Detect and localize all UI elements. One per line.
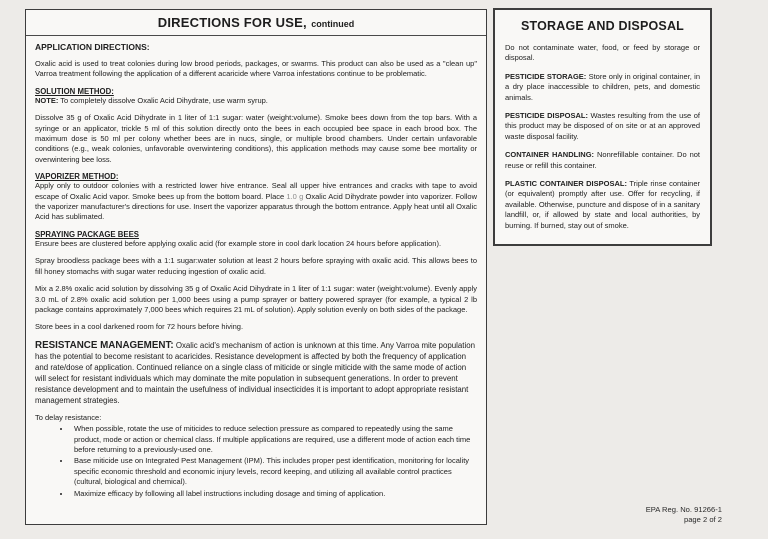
storage-para-1: Do not contaminate water, food, or feed by storage or disposal. [505,43,700,63]
application-directions-text: Oxalic acid is used to treat colonies during low brood periods, packages, or swarms. This product can also be used as a "clean up" Varroa treatment following the application of a different acaricide where Varroa infestations continue to be problematic. [35,59,477,79]
storage-para-3 [505,111,700,142]
container-handling-body: Nonrefillable container. Do not reuse or refill this container. [505,150,701,170]
plastic-container-disposal-lead: PLASTIC CONTAINER DISPOSAL: [505,179,627,189]
note-label: NOTE: [35,95,59,105]
delay-resistance-bullet-2: • Base miticide use on Integrated Pest Management (IPM). This includes proper pest identification, monitoring for locality specific economic threshold and economic injury levels, record keeping, and utilizing all available control practices (cultural, biological and chemical). [71,456,477,487]
pesticide-disposal-body: Wastes resulting from the use of this product may be disposed of on site or at an approved waste disposal facility. [505,111,700,141]
storage-para-5 [505,179,700,231]
resistance-management-body: Oxalic acid's mechanism of action is unknown at this time. Any Varroa mite population has the potential to become resistant to acaricides. Resistance development is affected by both the frequency of application and rate/dose of application. Continued reliance on a single class of miticide or single miticide with the same mode of action will select for resistant individuals which may dominate the mite population in subsequent generations. In order to prevent resistance development and to maintain the usefulness of individual insecticides it is important to adopt appropriate resistant management strategies. [35,340,475,405]
spraying-para-4: Store bees in a cool darkened room for 72 hours before hiving. [35,322,244,332]
directions-for-use-panel [25,9,487,525]
pesticide-disposal-lead: PESTICIDE DISPOSAL: [505,111,588,121]
application-directions-heading: APPLICATION DIRECTIONS: [35,42,150,52]
page-footer [646,505,722,524]
solution-method-text: Dissolve 35 g of Oxalic Acid Dihydrate in 1 liter of 1:1 sugar: water (weight:volume). Smoke bees down from the top bars. With a syringe or an applicator, trickle 5 ml of this solution directly onto the bees in each occupied bee space in each brood box. The maximum dose is 50 ml per colony whether bees are in nucs, single, or multiple brood chambers. Under certain unfavorable conditions (e.g., weak colonies, unfavorable overwintering conditions), this application methods may cause some bee mortality or overwintering bee loss. [35,113,477,164]
storage-disposal-title: STORAGE AND DISPOSAL [520,19,685,33]
spraying-para-2: Spray broodless package bees with a 1:1 sugar:water solution at least 2 hours before spraying with oxalic acid. This allows bees to fill honey stomachs with sugar water reducing ingestion of oxalic acid. [35,256,477,276]
panel-title: DIRECTIONS FOR USE, [157,15,307,30]
page-number: page 2 of 2 [683,514,722,524]
spraying-para-3: Mix a 2.8% oxalic acid solution by dissolving 35 g of Oxalic Acid Dihydrate in 1 liter of 1:1 sugar: water (weight:volume). Evenly apply 3.0 mL of 2.8% oxalic acid solution per 1,000 bees using a pump sprayer or battery powered sprayer (for example, a typical 2 lb package contains approximately 7,000 bees which requires 21 mL of solution). Apply solution evenly on both sides of the package. [35,284,477,314]
storage-para-2 [505,72,700,103]
delay-resistance-bullet-3: • Maximize efficacy by following all label instructions including dosage and timing of application. [71,489,477,499]
solution-method-note [35,96,477,106]
epa-reg-number: EPA Reg. No. 91266-1 [645,505,722,514]
vaporizer-text-pre: Apply only to outdoor colonies with a restricted lower hive entrance. Seal all upper hive entrances and cracks with tape to avoid escape of Oxalic Acid vapor. Smoke bees up from the bottom board. Place [35,181,477,201]
vaporizer-method-heading: VAPORIZER METHOD: [35,172,119,182]
vaporizer-dose-value: 1.0 g [286,191,304,201]
delay-resistance-list [35,424,477,499]
vaporizer-method-text [35,181,477,223]
directions-content [26,36,486,499]
pesticide-storage-lead: PESTICIDE STORAGE: [505,71,587,81]
solution-method-heading: SOLUTION METHOD: [35,86,114,96]
panel-title-continued: continued [311,19,355,29]
pesticide-storage-body: Store only in original container, in a dry place inaccessible to children, pets, and domestic animals. [505,71,700,102]
resistance-management-text [35,340,477,406]
storage-and-disposal-panel [493,8,712,246]
directions-for-use-header [26,10,486,36]
storage-para-4 [505,150,700,171]
spraying-para-1: Ensure bees are clustered before applying oxalic acid (for example store in cool dark location 24 hours before application). [35,238,442,248]
vaporizer-text-post: Oxalic Acid Dihydrate powder into vaporizer. Follow the vaporizer manufacturer's directions for use. Insert the vaporizer apparatus through the bottom entrance. Apply heat until all Oxalic Acid has sublimated. [35,191,477,222]
delay-resistance-bullet-1: • When possible, rotate the use of miticides to reduce selection pressure as compared to repeatedly using the same product, mode or action or chemical class. If multiple applications are required, use a different mode of action each time before returning to a previously-used one. [71,424,477,455]
delay-resistance-lead: To delay resistance: [35,412,102,422]
resistance-management-lead: RESISTANCE MANAGEMENT: [35,339,174,351]
container-handling-lead: CONTAINER HANDLING: [505,150,595,160]
plastic-container-disposal-body: Triple rinse container (or equivalent) promptly after use. Offer for recycling, if available. Otherwise, puncture and dispose of in a sanitary landfill, or, if allowed by state and local authorities, by burning. If burned, stay out of smoke. [505,179,700,230]
spraying-package-bees-heading: SPRAYING PACKAGE BEES [35,229,139,239]
note-text: To completely dissolve Oxalic Acid Dihydrate, use warm syrup. [58,95,268,105]
